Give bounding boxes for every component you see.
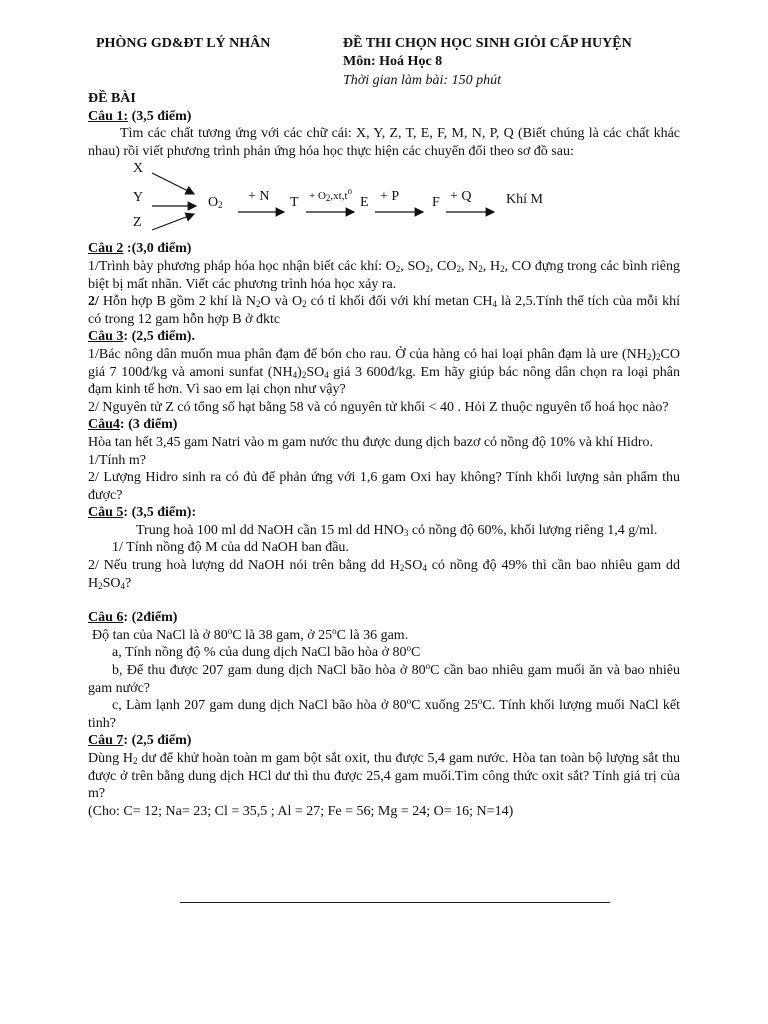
- q5-part2: 2/ Nếu trung hoà lượng dd NaOH nói trên bằng dd $H_2SO_4$ có nồng độ 49% thì cần bao nhiêu gam dd $H_2SO_4$?: [88, 558, 680, 591]
- label-z: Z: [133, 215, 142, 231]
- exam-duration: Thời gian làm bài: 150 phút: [343, 73, 501, 88]
- q5-points: : (3,5 điểm):: [123, 505, 197, 521]
- label-f: F: [432, 195, 440, 211]
- q5-part1: 1/ Tính nồng độ M của dd NaOH ban đầu.: [112, 540, 349, 556]
- arrow-x-o2: [152, 173, 194, 194]
- exam-subject: Môn: Hoá Học 8: [343, 54, 443, 69]
- q7-points: : (2,5 điểm): [123, 733, 192, 749]
- q1-text: Tìm các chất tương ứng với các chữ cái: X, Y, Z, T, E, F, M, N, P, Q (Biết chúng là các chất khác nhau) rồi viết phương trình phản ứng hóa học thực hiện các chuyển đổi theo sơ đồ sau:: [88, 126, 680, 159]
- q2-part2: 2/ Hỗn hợp B gồm 2 khí là $N_2O$ và $O_2$ có tỉ khối đối với khí metan $CH_4$ là 2,5.Tính thể tích của mỗi khí có trong 12 gam hỗn hợp B ở đktc: [88, 294, 680, 327]
- q4-intro: Hòa tan hết 3,45 gam Natri vào m gam nước thu được dung dịch bazơ có nồng độ 10% và khí Hidro.: [88, 434, 653, 450]
- q5-heading: [88, 504, 680, 522]
- spacer: [88, 592, 680, 609]
- exam-body: [88, 90, 680, 820]
- department-name: PHÒNG GD&ĐT LÝ NHÂN: [96, 36, 271, 51]
- q1-heading: [88, 108, 680, 126]
- label-plus-p: + P: [380, 189, 400, 205]
- q7-title: Câu 7: [88, 733, 124, 749]
- q3-heading: [88, 328, 680, 346]
- q5-intro: Trung hoà 100 ml dd NaOH cần 15 ml dd $HNO_3$ có nồng độ 60%, khối lượng riêng 1,4 g/ml.: [136, 522, 658, 538]
- label-gas-m: Khí M: [506, 192, 543, 208]
- q4-heading: [88, 416, 680, 434]
- q2-title: Câu 2: [88, 241, 124, 257]
- section-title: ĐỀ BÀI: [88, 91, 136, 106]
- q2-heading: [88, 240, 680, 258]
- label-o2: $O_2$: [208, 195, 223, 211]
- q6-intro: Độ tan của NaCl là ở 80$^o$C là 38 gam, ở 25$^o$C là 36 gam.: [92, 625, 409, 643]
- q4-part1: 1/Tính m?: [88, 452, 146, 468]
- q2-part1: 1/Trình bày phương pháp hóa học nhận biết các khí: $O_2$, $SO_2$, $CO_2$, $N_2$, $H_2$, CO đựng trong các bình riêng biệt bị mất nhãn. Viết các phương trình hóa học xảy ra.: [88, 258, 680, 292]
- arrow-z-o2: [152, 214, 194, 230]
- q3-title: Câu 3: [88, 329, 124, 345]
- q3-points: : (2,5 điểm).: [123, 329, 195, 345]
- q4-part2: 2/ Lượng Hidro sinh ra có đủ để phản ứng với 1,6 gam Oxi hay không? Tính khối lượng sản phẩm thu được?: [88, 470, 680, 503]
- q6-heading: [88, 609, 680, 627]
- q4-title: Câu4: [88, 417, 120, 433]
- q6-title: Câu 6: [88, 610, 124, 626]
- exam-title: ĐỀ THI CHỌN HỌC SINH GIỎI CẤP HUYỆN: [343, 36, 632, 51]
- q7-heading: [88, 732, 680, 750]
- q2-points: :(3,0 điểm): [123, 241, 192, 257]
- q6-part-b: b, Để thu được 207 gam dung dịch NaCl bão hòa ở 80$^o$C cần bao nhiêu gam muối ăn và bao nhiêu gam nước?: [88, 661, 680, 696]
- end-divider: [180, 902, 610, 903]
- q3-part1: 1/Bác nông dân muốn mua phân đạm để bón cho rau. Ở của hàng có hai loại phân đạm là ure $(NH_2)_2CO$ giá 7 100đ/kg và amoni sunfat $(NH_4)_2SO_4$ giá 3 600đ/kg. Em hãy giúp bác nông dân chọn ra loại phân đạm kinh tế hơn. Vì sao em lại chọn như vậy?: [88, 346, 681, 398]
- label-x: X: [133, 161, 144, 177]
- q6-points: : (2điểm): [123, 610, 178, 626]
- reaction-diagram: [88, 160, 680, 240]
- atomic-masses: (Cho: C= 12; Na= 23; Cl = 35,5 ; Al = 27; Fe = 56; Mg = 24; O= 16; N=14): [88, 803, 514, 819]
- q6-part-a: a, Tính nồng độ % của dung dịch NaCl bão hòa ở 80$^o$C: [112, 643, 421, 661]
- q6-part-c: c, Làm lạnh 207 gam dung dịch NaCl bão hòa ở 80$^o$C xuống 25$^o$C. Tính khối lượng muối NaCl kết tinh?: [88, 696, 680, 731]
- label-e: E: [360, 195, 369, 211]
- label-plus-n: + N: [248, 189, 270, 205]
- q1-points: (3,5 điểm): [128, 108, 192, 124]
- label-y: Y: [133, 190, 144, 206]
- q7-text: Dùng $H_2$ dư để khử hoàn toàn m gam bột sắt oxit, thu được 5,4 gam nước. Hòa tan toàn bộ lượng sắt thu được ở trên bằng dung dịch HCl dư thì thu được 25,4 gam muối.Tìm công thức oxit sắt? Tính giá trị của m?: [88, 751, 680, 802]
- label-plus-q: + Q: [450, 189, 472, 205]
- q4-points: : (3 điểm): [119, 417, 178, 433]
- q5-title: Câu 5: [88, 505, 124, 521]
- q3-part2: 2/ Nguyên tử Z có tổng số hạt bằng 58 và có nguyên tử khối < 40 . Hỏi Z thuộc nguyên tố hoá học nào?: [88, 399, 669, 415]
- label-condition: + $O_2,xt,t^o$: [309, 186, 353, 204]
- label-t: T: [290, 195, 299, 211]
- q1-title: Câu 1:: [88, 108, 129, 124]
